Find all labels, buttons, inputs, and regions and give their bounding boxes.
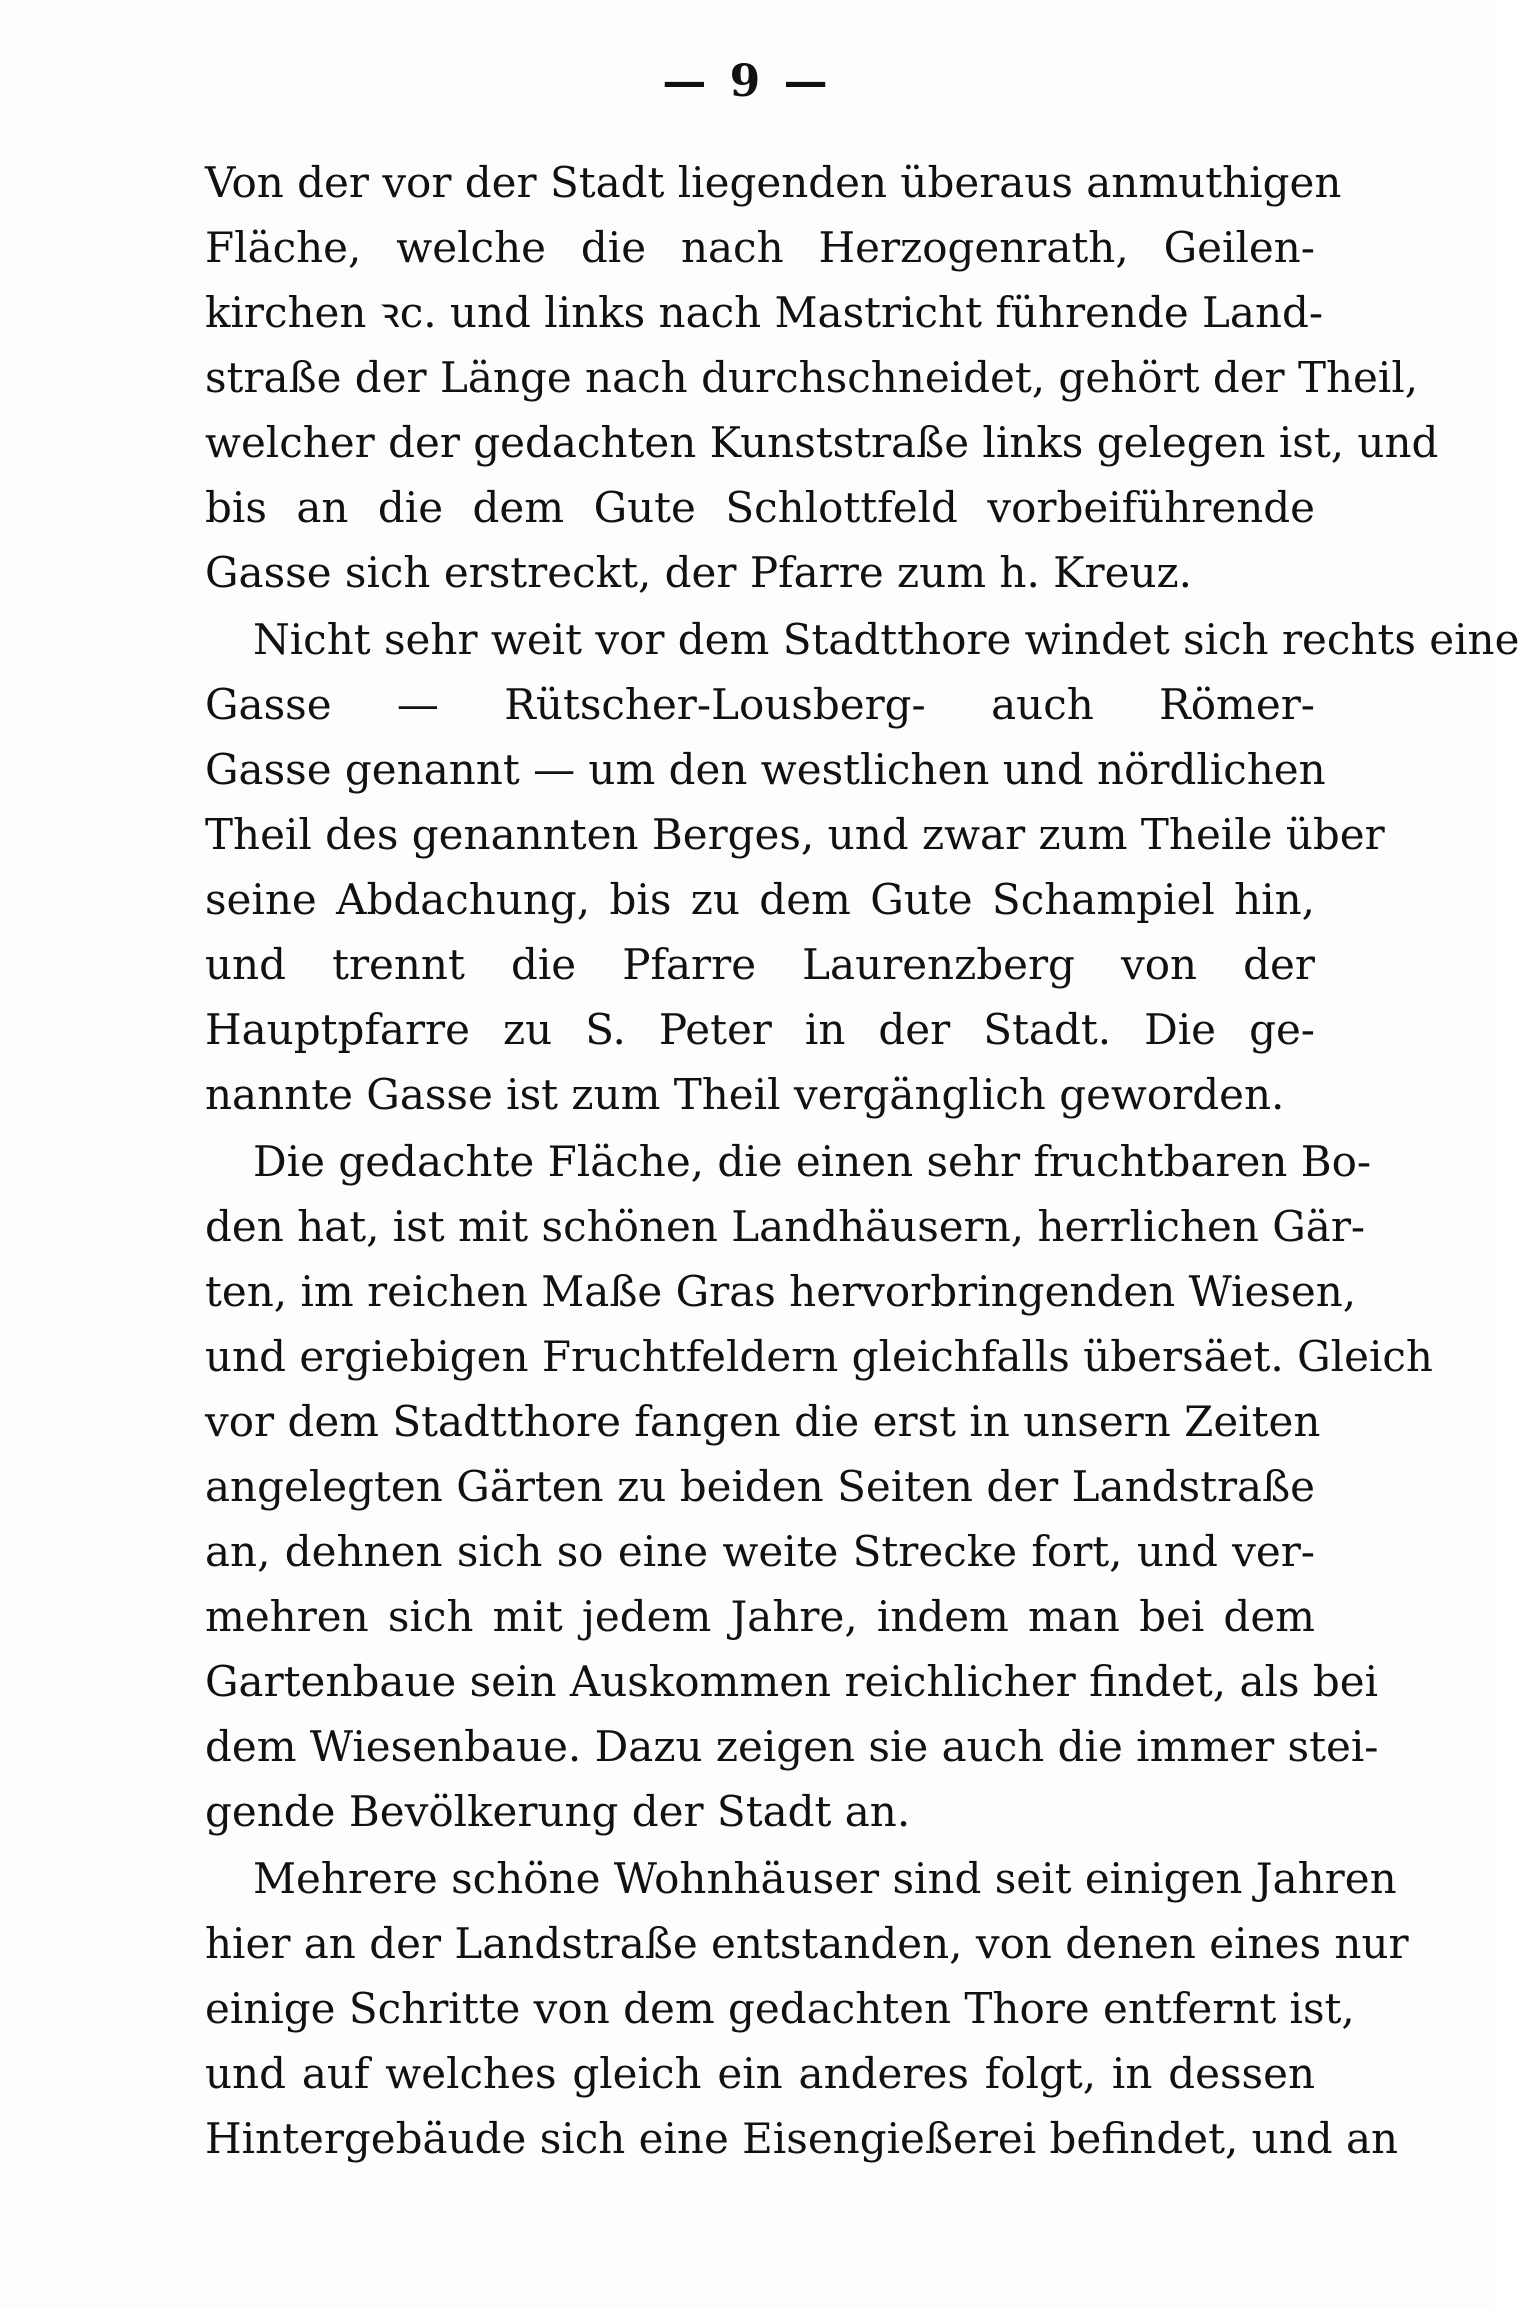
text-line: Von der vor der Stadt liegenden überaus anmuthigen	[205, 158, 1342, 207]
text-line: dem Wiesenbaue. Dazu zeigen sie auch die immer stei-	[205, 1722, 1379, 1771]
text-line: Gartenbaue sein Auskommen reichlicher findet, als bei	[205, 1657, 1379, 1706]
text-line: Theil des genannten Berges, und zwar zum Theile über	[205, 810, 1385, 859]
text-line: seine Abdachung, bis zu dem Gute Schampiel hin,	[205, 875, 1315, 924]
text-line: kirchen ꝛc. und links nach Mastricht führende Land-	[205, 288, 1324, 337]
text-line: ten, im reichen Maße Gras hervorbringenden Wiesen,	[205, 1267, 1357, 1316]
text-line: Gasse genannt — um den westlichen und nördlichen	[205, 745, 1326, 794]
text-line: welcher der gedachten Kunststraße links gelegen ist, und	[205, 418, 1439, 467]
text-line: Gasse — Rütscher-Lousberg- auch Römer-	[205, 680, 1315, 729]
paragraph-3	[205, 1129, 1433, 1844]
paragraph-4	[205, 1846, 1409, 2171]
text-line: gende Bevölkerung der Stadt an.	[205, 1787, 911, 1836]
text-line: straße der Länge nach durchschneidet, gehört der Theil,	[205, 353, 1419, 402]
text-line: Hintergebäude sich eine Eisengießerei befindet, und an	[205, 2114, 1399, 2163]
text-line: und ergiebigen Fruchtfeldern gleichfalls übersäet. Gleich	[205, 1332, 1433, 1381]
text-line: mehren sich mit jedem Jahre, indem man bei dem	[205, 1592, 1315, 1641]
text-line: an, dehnen sich so eine weite Strecke fort, und ver-	[205, 1527, 1315, 1576]
text-line: Die gedachte Fläche, die einen sehr fruchtbaren Bo-	[253, 1137, 1372, 1186]
page-number: — 9 —	[662, 56, 832, 107]
text-line: Mehrere schöne Wohnhäuser sind seit einigen Jahren	[253, 1854, 1397, 1903]
text-line: Hauptpfarre zu S. Peter in der Stadt. Die ge-	[205, 1005, 1315, 1054]
text-line: Fläche, welche die nach Herzogenrath, Geilen-	[205, 223, 1315, 272]
text-line: nannte Gasse ist zum Theil vergänglich geworden.	[205, 1070, 1285, 1119]
text-line: hier an der Landstraße entstanden, von denen eines nur	[205, 1919, 1409, 1968]
text-line: einige Schritte von dem gedachten Thore entfernt ist,	[205, 1984, 1355, 2033]
paragraph-1	[205, 150, 1439, 605]
text-line: den hat, ist mit schönen Landhäusern, herrlichen Gär-	[205, 1202, 1366, 1251]
text-line: bis an die dem Gute Schlottfeld vorbeiführende	[205, 483, 1315, 532]
paragraph-2	[205, 607, 1519, 1127]
text-line: vor dem Stadtthore fangen die erst in unsern Zeiten	[205, 1397, 1321, 1446]
text-line: und auf welches gleich ein anderes folgt, in dessen	[205, 2049, 1315, 2098]
text-line: Gasse sich erstreckt, der Pfarre zum h. Kreuz.	[205, 548, 1192, 597]
text-line: und trennt die Pfarre Laurenzberg von der	[205, 940, 1315, 989]
text-line: angelegten Gärten zu beiden Seiten der Landstraße	[205, 1462, 1315, 1511]
body-text	[205, 150, 1519, 2171]
text-line: Nicht sehr weit vor dem Stadtthore windet sich rechts eine	[253, 615, 1519, 664]
